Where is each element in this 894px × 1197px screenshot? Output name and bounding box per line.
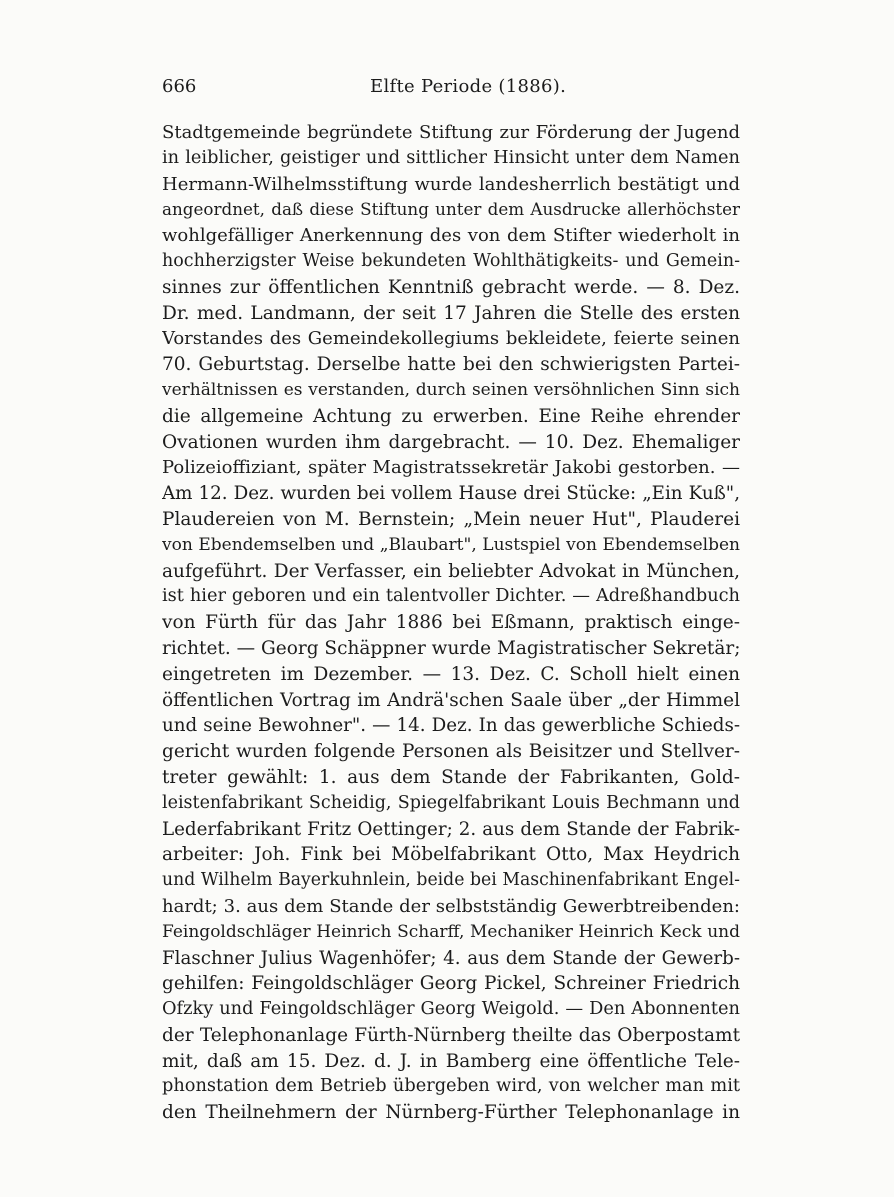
text-line: und Wilhelm Bayerkuhnlein, beide bei Maschinenfabrikant Engel- <box>162 870 740 891</box>
text-line: treter gewählt: 1. aus dem Stande der Fabrikanten, Gold- <box>162 766 740 788</box>
text-line: Vorstandes des Gemeindekollegiums bekleidete, feierte seinen <box>162 328 740 350</box>
text-line: Flaschner Julius Wagenhöfer; 4. aus dem Stande der Gewerb- <box>162 947 740 969</box>
text-line: aufgeführt. Der Verfasser, ein beliebter Advokat in München, <box>162 560 740 582</box>
text-line: öffentlichen Vortrag im Andrä'schen Saale über „der Himmel <box>162 689 740 711</box>
text-line: verhältnissen es verstanden, durch seinen versöhnlichen Sinn sich <box>162 379 740 400</box>
body-text <box>162 120 740 1126</box>
page-number: 666 <box>162 76 197 97</box>
text-line: von Fürth für das Jahr 1886 bei Eßmann, praktisch einge- <box>162 612 740 634</box>
text-line: Lederfabrikant Fritz Oettinger; 2. aus dem Stande der Fabrik- <box>162 818 740 840</box>
text-line: gehilfen: Feingoldschläger Georg Pickel, Schreiner Friedrich <box>162 973 740 995</box>
text-line: phonstation dem Betrieb übergeben wird, von welcher man mit <box>162 1076 740 1097</box>
text-line: wohlgefälliger Anerkennung des von dem Stifter wiederholt in <box>162 225 740 247</box>
text-line: hochherzigster Weise bekundeten Wohlthätigkeits- und Gemein- <box>162 250 740 271</box>
text-line: 70. Geburtstag. Derselbe hatte bei den schwierigsten Partei- <box>162 354 740 376</box>
text-line: leistenfabrikant Scheidig, Spiegelfabrikant Louis Bechmann und <box>162 792 740 813</box>
text-line: der Telephonanlage Fürth-Nürnberg theilte das Oberpostamt <box>162 1024 740 1046</box>
text-line: richtet. — Georg Schäppner wurde Magistratischer Sekretär; <box>162 637 740 659</box>
text-line: Ofzky und Feingoldschläger Georg Weigold. — Den Abonnenten <box>162 999 740 1020</box>
text-line: Ovationen wurden ihm dargebracht. — 10. Dez. Ehemaliger <box>162 431 740 453</box>
text-line: eingetreten im Dezember. — 13. Dez. C. Scholl hielt einen <box>162 663 740 685</box>
text-line: den Theilnehmern der Nürnberg-Fürther Telephonanlage in <box>162 1102 740 1124</box>
text-line: arbeiter: Joh. Fink bei Möbelfabrikant Otto, Max Heydrich <box>162 844 740 866</box>
text-line: von Ebendemselben und „Blaubart", Lustspiel von Ebendemselben <box>162 534 740 555</box>
text-line: Feingoldschläger Heinrich Scharff, Mechaniker Heinrich Keck und <box>162 921 740 942</box>
text-line: Stadtgemeinde begründete Stiftung zur Förderung der Jugend <box>162 122 740 143</box>
text-line: hardt; 3. aus dem Stande der selbstständig Gewerbtreibenden: <box>162 895 740 917</box>
text-line: in leiblicher, geistiger und sittlicher Hinsicht unter dem Namen <box>162 147 740 168</box>
text-line: Am 12. Dez. wurden bei vollem Hause drei Stücke: „Ein Kuß", <box>162 483 740 505</box>
text-line: ist hier geboren und ein talentvoller Dichter. — Adreßhandbuch <box>162 586 740 607</box>
text-line: angeordnet, daß diese Stiftung unter dem Ausdrucke allerhöchster <box>162 199 740 220</box>
text-line: die allgemeine Achtung zu erwerben. Eine Reihe ehrender <box>162 405 740 427</box>
running-head: Elfte Periode (1886). <box>370 76 567 97</box>
text-line: Hermann-Wilhelmsstiftung wurde landesherrlich bestätigt und <box>162 173 740 195</box>
page-header <box>162 76 740 102</box>
text-line: sinnes zur öffentlichen Kenntniß gebracht werde. — 8. Dez. <box>162 276 740 298</box>
text-line: und seine Bewohner". — 14. Dez. In das gewerbliche Schieds- <box>162 715 740 737</box>
text-line: Plaudereien von M. Bernstein; „Mein neuer Hut", Plauderei <box>162 508 740 530</box>
text-line: Dr. med. Landmann, der seit 17 Jahren die Stelle des ersten <box>162 302 740 324</box>
text-line: mit, daß am 15. Dez. d. J. in Bamberg eine öffentliche Tele- <box>162 1050 740 1072</box>
text-line: gericht wurden folgende Personen als Beisitzer und Stellver- <box>162 741 740 763</box>
text-line: Polizeioffiziant, später Magistratssekretär Jakobi gestorben. — <box>162 457 740 479</box>
